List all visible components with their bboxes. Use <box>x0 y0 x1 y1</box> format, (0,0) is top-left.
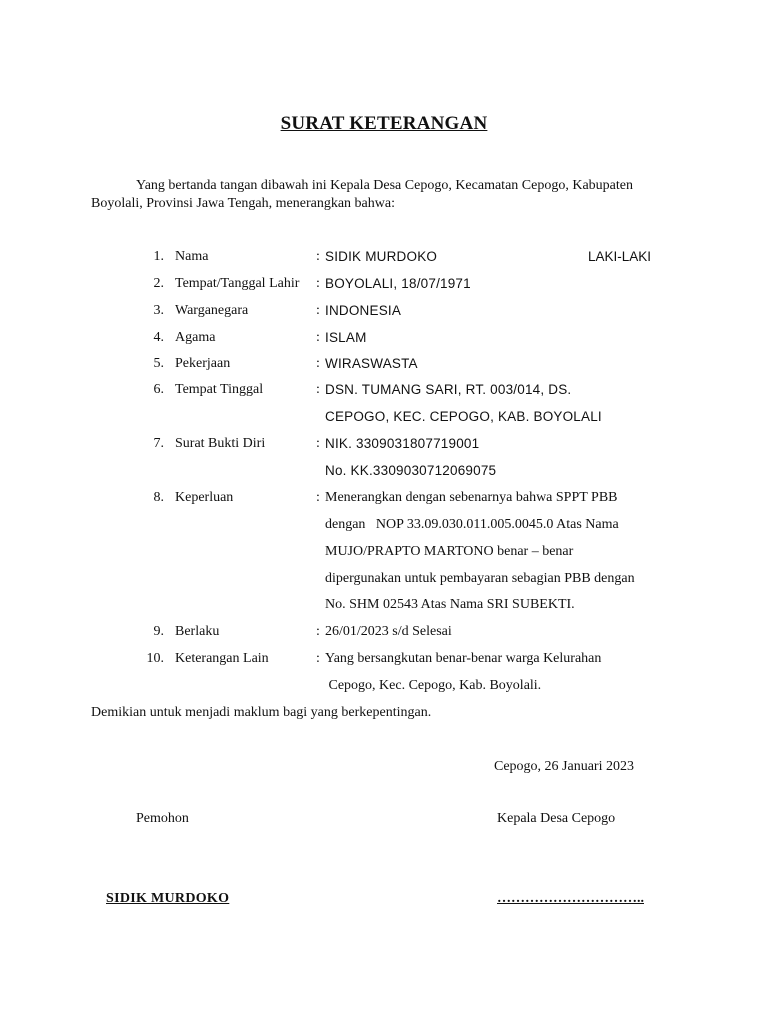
document-title: SURAT KETERANGAN <box>280 113 488 134</box>
item-value-keperluan-1: Menerangkan dengan sebenarnya bahwa SPPT PBB <box>325 490 618 505</box>
item-value-tempat-tinggal-1: DSN. TUMANG SARI, RT. 003/014, DS. <box>325 382 572 397</box>
item-label-ttl: Tempat/Tanggal Lahir <box>175 276 300 291</box>
item-colon: : <box>316 436 320 451</box>
item-number: 6. <box>153 382 164 397</box>
place-date: Cepogo, 26 Januari 2023 <box>494 759 634 774</box>
item-colon: : <box>316 303 320 318</box>
item-value-warganegara: INDONESIA <box>325 303 402 318</box>
item-number: 7. <box>153 436 164 451</box>
item-label-warganegara: Warganegara <box>175 303 249 318</box>
item-colon: : <box>316 382 320 397</box>
item-label-tempat-tinggal: Tempat Tinggal <box>175 382 264 397</box>
item-value-nama: SIDIK MURDOKO <box>325 249 438 264</box>
item-value-keterangan-2: Cepogo, Kec. Cepogo, Kab. Boyolali. <box>325 678 542 693</box>
item-number: 1. <box>153 249 164 264</box>
signature-name-right: ………………………….. <box>497 891 644 906</box>
item-value-tempat-tinggal-2: CEPOGO, KEC. CEPOGO, KAB. BOYOLALI <box>325 409 602 424</box>
item-label-bukti-diri: Surat Bukti Diri <box>175 436 266 451</box>
item-number: 4. <box>153 330 164 345</box>
item-label-berlaku: Berlaku <box>175 624 220 639</box>
item-label-nama: Nama <box>175 249 209 264</box>
signature-role-left: Pemohon <box>136 811 189 826</box>
item-number: 9. <box>153 624 164 639</box>
item-number: 5. <box>153 356 164 371</box>
item-number: 8. <box>153 490 164 505</box>
item-value-ttl: BOYOLALI, 18/07/1971 <box>325 276 471 291</box>
signature-name-left: SIDIK MURDOKO <box>106 891 230 906</box>
item-number: 10. <box>146 651 164 666</box>
item-value-keperluan-2: dengan NOP 33.09.030.011.005.0045.0 Atas Nama <box>325 517 619 532</box>
item-value-pekerjaan: WIRASWASTA <box>325 356 418 371</box>
item-value-kk: No. KK.3309030712069075 <box>325 463 497 478</box>
item-label-agama: Agama <box>175 330 216 345</box>
signature-role-right: Kepala Desa Cepogo <box>497 811 616 826</box>
item-colon: : <box>316 249 320 264</box>
item-colon: : <box>316 356 320 371</box>
item-colon: : <box>316 624 320 639</box>
item-value-berlaku: 26/01/2023 s/d Selesai <box>325 624 452 639</box>
item-label-keperluan: Keperluan <box>175 490 234 505</box>
item-value-keperluan-4: dipergunakan untuk pembayaran sebagian PBB dengan <box>325 571 635 586</box>
item-value-nik: NIK. 3309031807719001 <box>325 436 480 451</box>
closing-statement: Demikian untuk menjadi maklum bagi yang berkepentingan. <box>91 705 432 720</box>
item-value-keterangan-1: Yang bersangkutan benar-benar warga Kelurahan <box>325 651 602 666</box>
item-colon: : <box>316 276 320 291</box>
item-value-keperluan-3: MUJO/PRAPTO MARTONO benar – benar <box>325 544 574 559</box>
item-label-pekerjaan: Pekerjaan <box>175 356 231 371</box>
item-colon: : <box>316 490 320 505</box>
item-value-keperluan-5: No. SHM 02543 Atas Nama SRI SUBEKTI. <box>325 597 575 612</box>
item-colon: : <box>316 330 320 345</box>
item-colon: : <box>316 651 320 666</box>
item-value-agama: ISLAM <box>325 330 367 345</box>
item-number: 3. <box>153 303 164 318</box>
item-label-keterangan-lain: Keterangan Lain <box>175 651 269 666</box>
intro-line-1: Yang bertanda tangan dibawah ini Kepala Desa Cepogo, Kecamatan Cepogo, Kabupaten <box>136 178 633 193</box>
intro-line-2: Boyolali, Provinsi Jawa Tengah, menerangkan bahwa: <box>91 196 395 211</box>
item-value-gender: LAKI-LAKI <box>588 249 652 264</box>
item-number: 2. <box>153 276 164 291</box>
